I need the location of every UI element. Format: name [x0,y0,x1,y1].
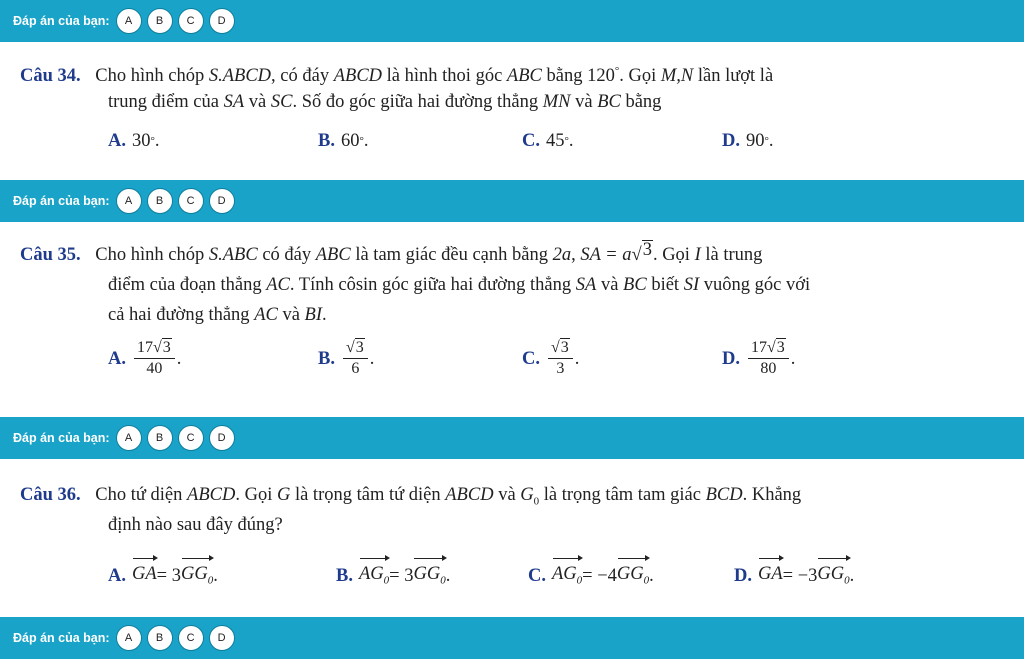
question-text: là trọng tâm tứ diện [294,485,441,505]
math-symbol: SA [575,275,597,295]
degree-symbol: ° [564,135,569,147]
degree-symbol: ° [150,135,155,147]
answer-choice-d[interactable] [722,338,795,379]
question-36 [0,480,1024,595]
answer-value: 45 [546,131,565,151]
question-text: Cho hình chóp [95,245,205,265]
radicand: 3 [355,339,364,356]
answer-choice-b[interactable] [336,556,450,596]
answer-choice-c[interactable] [522,126,574,156]
radicand: 3 [560,339,569,356]
answer-end: . [849,565,855,586]
answer-bar-2 [0,180,1024,222]
question-text: . [322,305,327,325]
math-symbol: SI [683,275,700,295]
question-34-line-2 [108,87,661,117]
answer-bar-label: Đáp án của bạn: [13,14,110,28]
question-text: định nào sau đây đúng? [108,515,283,535]
option-b-button[interactable]: B [147,625,173,651]
option-c-button[interactable]: C [178,625,204,651]
degree-symbol: ° [359,135,364,147]
math-symbol: G [276,485,291,505]
sqrt-expression: √ 3 [345,339,364,356]
question-text: và [282,305,300,325]
subscript: 0 [643,574,650,587]
math-symbol: BC [597,92,621,112]
option-d-button[interactable]: D [209,625,235,651]
question-text: , [571,245,576,265]
question-text: . Gọi [652,245,690,265]
answer-value: 30 [132,131,151,151]
math-value: 120 [587,66,615,87]
answer-choice-b[interactable] [318,338,374,379]
answer-letter: B. [318,131,335,151]
math-symbol: MN [542,92,571,112]
operator: = −3 [782,565,818,586]
question-text: cả hai đường thẳng [108,305,250,325]
answer-choice-c[interactable] [528,556,654,596]
answer-letter: D. [722,348,740,369]
math-symbol: 2a [552,245,572,265]
radicand: 3 [162,339,171,356]
answer-bar-3 [0,417,1024,459]
degree-symbol: ° [764,135,769,147]
option-c-button[interactable]: C [178,188,204,214]
answer-end: . [768,131,774,151]
question-text: biết [651,275,680,295]
answer-choice-a[interactable] [108,126,160,156]
subscript: 0 [844,574,850,587]
answer-letter: C. [522,348,540,369]
math-symbol: ABCD [333,66,383,87]
option-d-button[interactable]: D [209,425,235,451]
answer-letter: C. [522,131,540,151]
subscript: 0 [383,574,390,587]
fraction-numerator [548,338,573,359]
coefficient: 17 [137,339,153,356]
fraction [548,338,573,379]
answer-letter: B. [336,565,353,586]
option-d-button[interactable]: D [209,188,235,214]
question-text: . Tính côsin góc giữa hai đường thẳng [289,275,572,295]
vector-name: GA [132,564,157,584]
answer-end: . [574,348,580,369]
operator: = 3 [389,565,414,586]
radicand: 3 [776,339,785,356]
fraction-numerator [343,338,368,359]
answer-end: . [369,348,375,369]
vector-name: GG [817,564,845,584]
question-text: Cho hình chóp [95,66,205,87]
coefficient: 17 [751,339,767,356]
math-symbol: S.ABCD [208,66,272,87]
vector-name: GG [180,564,208,584]
question-number: Câu 35. [20,245,81,265]
math-symbol: BC [623,275,647,295]
vector [758,556,783,596]
fraction-denominator: 40 [146,360,163,377]
question-text: , có đáy [271,66,330,87]
question-text: có đáy [262,245,312,265]
question-text: là trọng tâm tam giác [543,485,701,505]
question-text: . Gọi [619,66,657,87]
math-symbol: ABC [315,245,351,265]
fraction [134,338,175,379]
option-b-button[interactable]: B [147,425,173,451]
answer-letter: A. [108,131,126,151]
option-b-button[interactable]: B [147,188,173,214]
question-text: là tam giác đều cạnh bằng [355,245,548,265]
answer-bar-4 [0,617,1024,659]
answer-choice-c[interactable] [522,338,579,379]
math-symbol: I [694,245,701,265]
vector [413,556,445,596]
option-d-button[interactable]: D [209,8,235,34]
fraction [748,338,789,379]
answer-end: . [154,131,160,151]
vector [817,556,849,596]
fraction-numerator [134,338,175,359]
math-symbol: ABCD [445,485,494,505]
fraction [343,338,368,379]
answer-choice-a[interactable] [108,338,181,379]
math-symbol: M,N [660,66,694,87]
vector [181,556,213,596]
degree-symbol: ° [614,65,620,77]
vector-name: GA [758,564,783,584]
math-symbol: G [520,485,534,505]
option-a-button[interactable]: A [116,188,142,214]
answer-value: 90 [746,131,765,151]
math-symbol: AC [266,275,290,295]
answer-end: . [568,131,574,151]
fraction-denominator: 80 [760,360,777,377]
vector [132,556,157,596]
question-text: và [600,275,619,295]
question-text: và [498,485,516,505]
question-text: . Gọi [235,485,273,505]
answer-choice-b[interactable] [318,126,369,156]
answer-end: . [445,565,451,586]
operator: = 3 [156,565,181,586]
math-symbol: AC [254,305,278,325]
question-text: . Khẳng [742,485,802,505]
option-a-button[interactable]: A [116,8,142,34]
question-text: Cho tứ diện [95,485,183,505]
vector-name: GG [616,564,644,584]
question-text: lần lượt là [697,66,774,87]
answer-end: . [213,565,218,586]
vector-name: AG [552,564,577,584]
question-34-line-1 [20,56,773,91]
math-symbol: SA [223,92,245,112]
question-text: bằng [546,66,583,87]
question-35 [0,240,1024,400]
math-symbol: SA = a [580,245,632,265]
vector-name: GG [413,564,441,584]
answer-bar-label: Đáp án của bạn: [13,431,110,445]
radicand: 3 [642,240,652,260]
answer-letter: D. [722,131,740,151]
question-36-line-2 [108,510,283,540]
sqrt-expression: √ 3 [551,339,569,356]
subscript: 0 [576,574,583,587]
option-c-button[interactable]: C [178,8,204,34]
question-35-line-2 [108,270,810,300]
answer-choice-d[interactable] [734,556,854,596]
option-a-button[interactable]: A [116,625,142,651]
fraction-denominator: 6 [351,360,360,377]
question-number: Câu 34. [20,66,81,87]
question-35-line-1 [20,240,762,270]
option-b-button[interactable]: B [147,8,173,34]
question-34 [0,56,1024,166]
question-35-line-3 [108,300,327,330]
sqrt-expression: √ 3 [767,339,785,356]
answer-bar-1 [0,0,1024,42]
vector-name: AG [358,564,384,584]
question-text: và [575,92,593,112]
answer-letter: D. [734,565,752,586]
question-text: vuông góc với [703,275,811,295]
question-text: trung điểm của [108,92,219,112]
fraction-numerator [748,338,789,359]
subscript: 0 [440,574,446,587]
question-text: và [248,92,267,112]
answer-choice-d[interactable] [722,126,774,156]
math-symbol: ABCD [187,485,236,505]
operator: = −4 [582,565,617,586]
question-text: . Số đo góc giữa hai đường thẳng [292,92,539,112]
option-a-button[interactable]: A [116,425,142,451]
question-text: là hình thoi góc [386,66,503,87]
vector [617,556,649,596]
answer-value: 60 [340,131,360,151]
question-text: bằng [625,92,662,112]
answer-letter: B. [318,348,335,369]
math-symbol: BI [304,305,323,325]
answer-end: . [790,348,796,369]
question-number: Câu 36. [20,485,81,505]
subscript: 0 [533,495,540,508]
fraction-denominator: 3 [556,360,565,377]
answer-end: . [649,565,654,586]
math-symbol: S.ABC [208,245,258,265]
answer-end: . [176,348,182,369]
sqrt-expression: √ 3 [631,240,652,265]
answer-bar-label: Đáp án của bạn: [13,631,110,645]
vector [552,556,582,596]
option-c-button[interactable]: C [178,425,204,451]
vector [359,556,389,596]
answer-letter: A. [108,348,126,369]
math-symbol: SC [270,92,293,112]
question-text: là trung [705,245,763,265]
math-symbol: ABC [506,66,542,87]
answer-choice-a[interactable] [108,556,218,596]
question-text: điểm của đoạn thẳng [108,275,262,295]
sqrt-expression: √ 3 [153,339,171,356]
answer-end: . [363,131,369,151]
answer-letter: A. [108,565,126,586]
answer-letter: C. [528,565,546,586]
subscript: 0 [207,574,214,587]
answer-bar-label: Đáp án của bạn: [13,194,110,208]
math-symbol: BCD [705,485,743,505]
